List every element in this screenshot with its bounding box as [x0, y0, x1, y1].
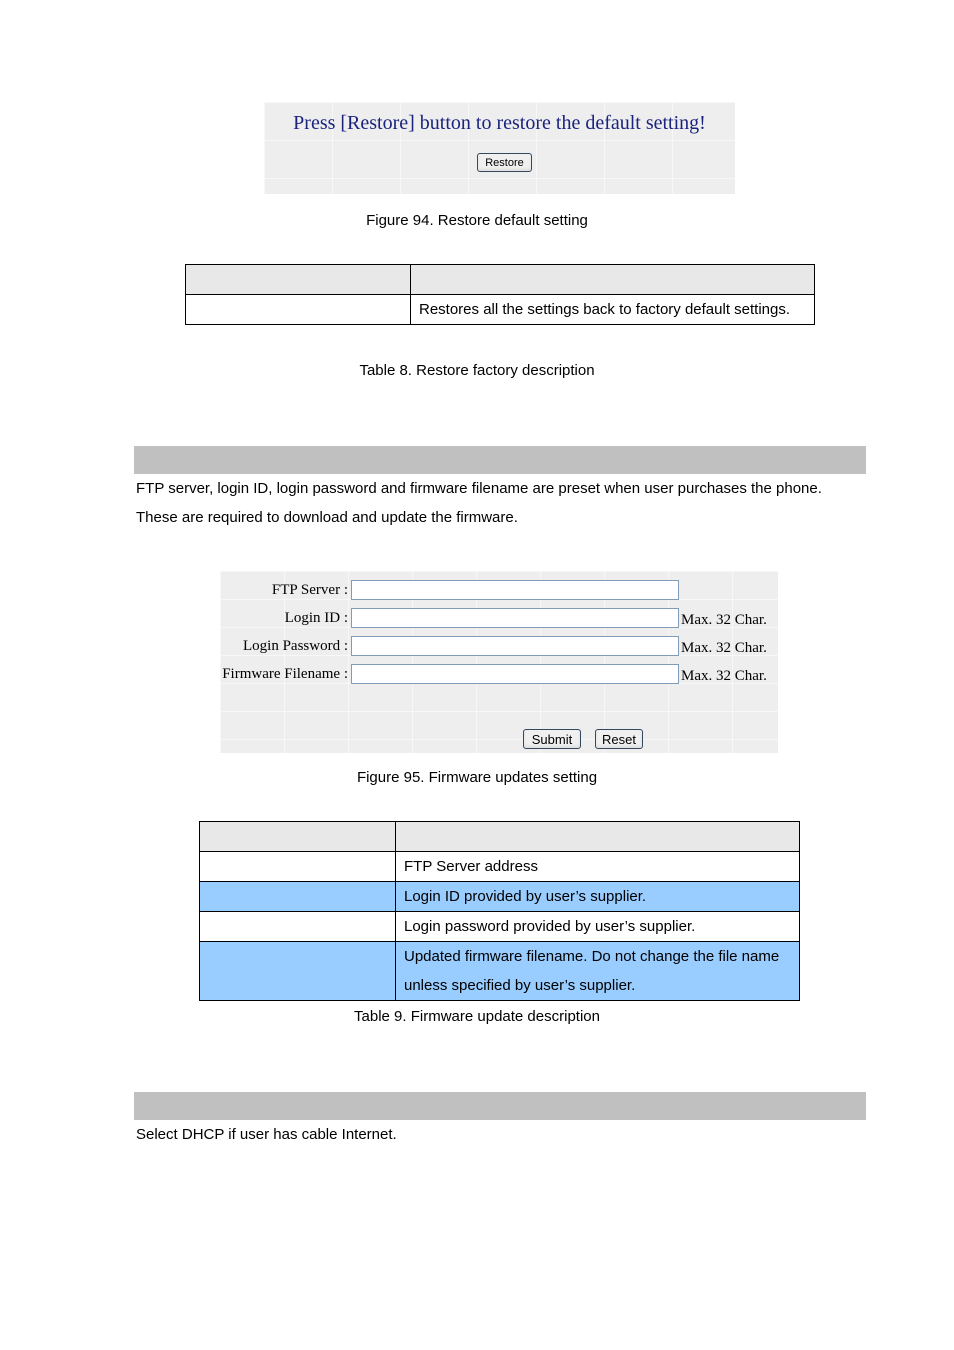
table-header-cell: [396, 822, 800, 852]
table-cell-name: [200, 882, 396, 912]
restore-button[interactable]: Restore: [477, 153, 532, 172]
table-row: [200, 852, 800, 882]
section-heading-bar: [134, 446, 866, 474]
login-password-label: Login Password :: [243, 638, 348, 654]
table-cell-description: FTP Server address: [396, 852, 800, 882]
table-row: [200, 882, 800, 912]
ftp-server-input[interactable]: [351, 580, 679, 600]
table-cell-description: Login password provided by user’s supplier.: [396, 912, 800, 942]
firmware-update-table: [199, 821, 800, 1001]
table-cell-name: [200, 912, 396, 942]
paragraph-line: These are required to download and update the firmware.: [136, 509, 518, 526]
restore-factory-table: [185, 264, 815, 325]
table-header-cell: [411, 265, 815, 295]
section-heading-bar: [134, 1092, 866, 1120]
figure-95-caption: Figure 95. Firmware updates setting: [356, 769, 598, 786]
ftp-server-label: FTP Server :: [271, 582, 348, 598]
table-cell-name: [200, 942, 396, 1001]
submit-button[interactable]: Submit: [523, 729, 581, 749]
table-header-cell: [186, 265, 411, 295]
paragraph-line: FTP server, login ID, login password and firmware filename are preset when user purchases the phone.: [136, 480, 822, 497]
table-header-row: [200, 822, 800, 852]
login-id-input[interactable]: [351, 608, 679, 628]
firmware-filename-input[interactable]: [351, 664, 679, 684]
firmware-filename-label: Firmware Filename :: [222, 666, 348, 682]
table-cell-name: [186, 295, 411, 325]
restore-panel: [264, 102, 735, 194]
firmware-update-panel: [220, 571, 778, 753]
table-header-row: [186, 265, 815, 295]
firmware-paragraph: [136, 474, 822, 532]
restore-message: Press [Restore] button to restore the default setting!: [293, 112, 706, 134]
table-row: [200, 912, 800, 942]
firmware-filename-hint: Max. 32 Char.: [681, 668, 767, 684]
table-row: [200, 942, 800, 1001]
login-id-label: Login ID :: [284, 610, 348, 626]
table-cell-name: [200, 852, 396, 882]
table-row: [186, 295, 815, 325]
table-header-cell: [200, 822, 396, 852]
table-8-caption: Table 8. Restore factory description: [359, 362, 595, 379]
table-cell-description: Updated firmware filename. Do not change the file name unless specified by user’s supplier.: [396, 942, 800, 1001]
figure-94-caption: Figure 94. Restore default setting: [366, 212, 588, 229]
table-cell-description: Restores all the settings back to factory default settings.: [411, 295, 815, 325]
table-cell-description: Login ID provided by user’s supplier.: [396, 882, 800, 912]
reset-button[interactable]: Reset: [595, 729, 643, 749]
login-id-hint: Max. 32 Char.: [681, 612, 767, 628]
login-password-input[interactable]: [351, 636, 679, 656]
login-password-hint: Max. 32 Char.: [681, 640, 767, 656]
table-9-caption: Table 9. Firmware update description: [354, 1008, 600, 1025]
dhcp-paragraph: Select DHCP if user has cable Internet.: [136, 1126, 397, 1143]
